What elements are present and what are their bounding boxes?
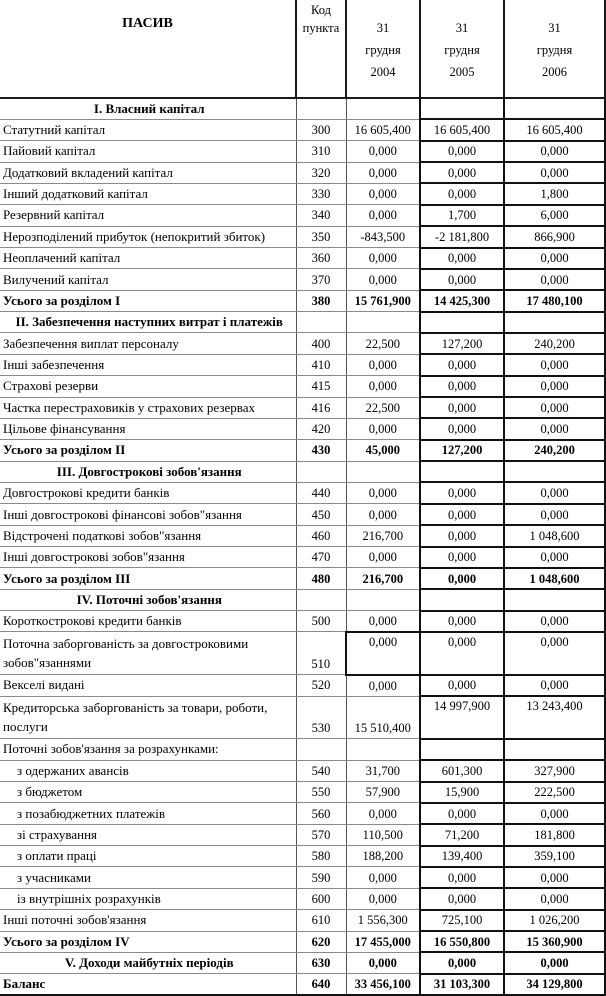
row-code [296, 739, 346, 760]
value-2005: 0,000 [420, 183, 504, 204]
row-label: з одержаних авансів [0, 760, 296, 781]
row-code: 330 [296, 183, 346, 204]
row-code: 340 [296, 205, 346, 226]
value-2006: 0,000 [504, 141, 605, 162]
code-header-line: пункта [302, 21, 340, 35]
table-row [0, 888, 605, 909]
row-code: 410 [296, 354, 346, 375]
section-header-row [0, 589, 605, 610]
value-2006: 6,000 [504, 205, 605, 226]
row-label: Цільове фінансування [0, 418, 296, 439]
value-2005: 0,000 [420, 952, 504, 973]
row-code: 350 [296, 226, 346, 247]
value-2005: 0,000 [420, 418, 504, 439]
value-2005: 0,000 [420, 248, 504, 269]
value-2005: 0,000 [420, 397, 504, 418]
row-code: 415 [296, 376, 346, 397]
row-code: 570 [296, 824, 346, 845]
row-code: 610 [296, 910, 346, 931]
value-2004: 0,000 [346, 952, 420, 973]
value-2006: 15 360,900 [504, 931, 605, 952]
value-2004 [346, 739, 420, 760]
value-2005: 1,700 [420, 205, 504, 226]
value-2006: 0,000 [504, 248, 605, 269]
value-2006: 0,000 [504, 867, 605, 888]
value-2005: 725,100 [420, 910, 504, 931]
period-day: 31 [548, 21, 561, 35]
value-2005: 0,000 [420, 867, 504, 888]
row-label: Баланс [0, 974, 296, 995]
value-2004 [346, 589, 420, 610]
value-2005: 127,200 [420, 440, 504, 461]
row-label: Відстрочені податкові зобов"язання [0, 525, 296, 546]
table-row [0, 760, 605, 781]
table-row [0, 547, 605, 568]
table-row [0, 504, 605, 525]
value-2006: 0,000 [504, 504, 605, 525]
row-code: 540 [296, 760, 346, 781]
column-header-2004 [346, 0, 420, 98]
row-label [0, 696, 296, 739]
value-2005: 0,000 [420, 568, 504, 589]
value-2006: 16 605,400 [504, 119, 605, 140]
row-code: 460 [296, 525, 346, 546]
value-2004: 0,000 [346, 269, 420, 290]
code-header-line: Код [311, 3, 331, 17]
section-total-row [0, 931, 605, 952]
period-month: грудня [365, 43, 401, 57]
row-label: Статутний капітал [0, 119, 296, 140]
value-2006: 1 026,200 [504, 910, 605, 931]
row-label: з позабюджетних платежів [0, 803, 296, 824]
table-row [0, 910, 605, 931]
value-2005: 0,000 [420, 547, 504, 568]
row-label: Інший додатковий капітал [0, 183, 296, 204]
value-2004: 0,000 [346, 376, 420, 397]
value-2004: 0,000 [346, 482, 420, 503]
section-header-row [0, 461, 605, 482]
row-label: Векселі видані [0, 675, 296, 696]
value-2004: 31,700 [346, 760, 420, 781]
value-2004: 57,900 [346, 782, 420, 803]
row-label: із внутрішніх розрахунків [0, 888, 296, 909]
value-2006: 0,000 [504, 803, 605, 824]
value-2006: 0,000 [504, 162, 605, 183]
value-2004: 0,000 [346, 888, 420, 909]
row-code: 400 [296, 333, 346, 354]
value-2005 [420, 461, 504, 482]
row-label: Страхові резерви [0, 376, 296, 397]
value-2006: 0,000 [504, 675, 605, 696]
value-2006: 34 129,800 [504, 974, 605, 995]
period-year: 2006 [542, 65, 567, 79]
table-row [0, 119, 605, 140]
table-header-row [0, 0, 605, 98]
row-code: 310 [296, 141, 346, 162]
row-label: Інші довгострокові фінансові зобов"язання [0, 504, 296, 525]
period-year: 2004 [370, 65, 396, 79]
row-code: 500 [296, 611, 346, 632]
value-2004: 0,000 [346, 611, 420, 632]
value-2004: 216,700 [346, 525, 420, 546]
value-2006: 0,000 [504, 269, 605, 290]
table-row [0, 397, 605, 418]
row-label: Неоплачений капітал [0, 248, 296, 269]
row-label: Пайовий капітал [0, 141, 296, 162]
value-2006 [504, 739, 605, 760]
value-2006: 0,000 [504, 376, 605, 397]
row-code [296, 461, 346, 482]
row-code: 380 [296, 290, 346, 311]
row-label: Усього за розділом II [0, 440, 296, 461]
table-row [0, 205, 605, 226]
table-row [0, 418, 605, 439]
period-month: грудня [536, 43, 573, 57]
row-label: Резервний капітал [0, 205, 296, 226]
row-code: 416 [296, 397, 346, 418]
value-2006: 0,000 [504, 482, 605, 503]
row-label: Короткострокові кредити банків [0, 611, 296, 632]
section-total-row [0, 290, 605, 311]
row-label: Інші забезпечення [0, 354, 296, 375]
value-2005: 16 605,400 [420, 119, 504, 140]
section-header-row [0, 952, 605, 973]
period-month: грудня [444, 43, 480, 57]
value-2006 [504, 98, 605, 119]
section-title: I. Власний капітал [0, 98, 296, 119]
value-2004: 188,200 [346, 846, 420, 867]
value-2004: 0,000 [346, 547, 420, 568]
row-label: Інші поточні зобов'язання [0, 910, 296, 931]
row-code: 470 [296, 547, 346, 568]
table-row [0, 269, 605, 290]
table-row [0, 824, 605, 845]
row-label: Поточні зобов'язання за розрахунками: [0, 739, 296, 760]
value-2006: 222,500 [504, 782, 605, 803]
table-row [0, 782, 605, 803]
row-label: з учасниками [0, 867, 296, 888]
subsection-label-row [0, 739, 605, 760]
value-2006 [504, 589, 605, 610]
period-day: 31 [376, 21, 390, 35]
row-label: з бюджетом [0, 782, 296, 803]
row-code: 360 [296, 248, 346, 269]
value-2005: 0,000 [420, 675, 504, 696]
value-2005: 0,000 [420, 162, 504, 183]
row-label: Усього за розділом III [0, 568, 296, 589]
value-2004: -843,500 [346, 226, 420, 247]
column-header-code [296, 0, 346, 98]
table-row [0, 846, 605, 867]
row-code: 480 [296, 568, 346, 589]
column-header-liabilities: ПАСИВ [0, 0, 296, 98]
value-2005: 14 425,300 [420, 290, 504, 311]
row-code: 620 [296, 931, 346, 952]
value-2005 [420, 98, 504, 119]
value-2005: 31 103,300 [420, 974, 504, 995]
table-row [0, 525, 605, 546]
value-2006: 1 048,600 [504, 568, 605, 589]
value-2006: 0,000 [504, 547, 605, 568]
value-2004 [346, 98, 420, 119]
column-header-2006 [504, 0, 605, 98]
value-2004: 16 605,400 [346, 119, 420, 140]
value-2005: 0,000 [420, 482, 504, 503]
value-2006: 13 243,400 [504, 696, 605, 739]
section-total-row [0, 440, 605, 461]
table-row [0, 162, 605, 183]
value-2005: 0,000 [420, 632, 504, 675]
row-code: 510 [296, 632, 346, 675]
table-row [0, 803, 605, 824]
table-row [0, 183, 605, 204]
section-header-row [0, 98, 605, 119]
section-total-row [0, 568, 605, 589]
value-2005: 0,000 [420, 354, 504, 375]
row-label: Усього за розділом I [0, 290, 296, 311]
value-2004: 0,000 [346, 354, 420, 375]
row-code: 420 [296, 418, 346, 439]
value-2005 [420, 312, 504, 333]
value-2005: 0,000 [420, 888, 504, 909]
period-year: 2005 [449, 65, 475, 79]
value-2005: 14 997,900 [420, 696, 504, 739]
value-2006: 359,100 [504, 846, 605, 867]
value-2004: 0,000 [346, 141, 420, 162]
row-code: 320 [296, 162, 346, 183]
value-2005: 127,200 [420, 333, 504, 354]
value-2005: 139,400 [420, 846, 504, 867]
value-2005: 0,000 [420, 504, 504, 525]
row-code [296, 98, 346, 119]
value-2005: 0,000 [420, 525, 504, 546]
row-label: Усього за розділом IV [0, 931, 296, 952]
table-row [0, 611, 605, 632]
value-2004: 22,500 [346, 333, 420, 354]
value-2006: 0,000 [504, 354, 605, 375]
table-row [0, 354, 605, 375]
row-code: 590 [296, 867, 346, 888]
section-title: V. Доходи майбутніх періодів [0, 952, 296, 973]
row-label: Довгострокові кредити банків [0, 482, 296, 503]
row-code: 600 [296, 888, 346, 909]
table-row [0, 632, 605, 675]
value-2005: 601,300 [420, 760, 504, 781]
row-label: Частка перестраховиків у страхових резервах [0, 397, 296, 418]
section-title: III. Довгострокові зобов'язання [0, 461, 296, 482]
table-row [0, 226, 605, 247]
row-code: 300 [296, 119, 346, 140]
value-2006: 0,000 [504, 397, 605, 418]
table-row [0, 696, 605, 739]
row-label: з оплати праці [0, 846, 296, 867]
table-row [0, 482, 605, 503]
value-2006: 866,900 [504, 226, 605, 247]
value-2004: 0,000 [346, 504, 420, 525]
table-row [0, 333, 605, 354]
value-2006: 240,200 [504, 333, 605, 354]
value-2005: 0,000 [420, 611, 504, 632]
value-2006: 240,200 [504, 440, 605, 461]
value-2004: 33 456,100 [346, 974, 420, 995]
row-label: Забезпечення виплат персоналу [0, 333, 296, 354]
value-2004: 0,000 [346, 632, 420, 675]
row-code: 440 [296, 482, 346, 503]
value-2005: 0,000 [420, 376, 504, 397]
row-code: 430 [296, 440, 346, 461]
table-row [0, 248, 605, 269]
value-2006: 327,900 [504, 760, 605, 781]
row-label-line: зобов"язаннями [3, 655, 92, 671]
row-code [296, 589, 346, 610]
value-2006: 17 480,100 [504, 290, 605, 311]
row-code: 560 [296, 803, 346, 824]
value-2005 [420, 589, 504, 610]
row-code: 580 [296, 846, 346, 867]
table-row [0, 376, 605, 397]
value-2004: 0,000 [346, 248, 420, 269]
section-title: II. Забезпечення наступних витрат і платежів [0, 312, 296, 333]
row-label-line: Поточна заборгованість за довгостроковими [3, 635, 249, 651]
value-2004: 17 455,000 [346, 931, 420, 952]
value-2004 [346, 312, 420, 333]
row-code: 450 [296, 504, 346, 525]
value-2006: 181,800 [504, 824, 605, 845]
value-2006 [504, 312, 605, 333]
value-2004: 0,000 [346, 418, 420, 439]
value-2006: 0,000 [504, 632, 605, 675]
period-day: 31 [455, 21, 469, 35]
row-code: 550 [296, 782, 346, 803]
value-2004: 0,000 [346, 803, 420, 824]
row-label: зі страхування [0, 824, 296, 845]
value-2004: 0,000 [346, 675, 420, 696]
row-label: Інші довгострокові зобов"язання [0, 547, 296, 568]
value-2006: 1,800 [504, 183, 605, 204]
value-2005: 15,900 [420, 782, 504, 803]
value-2006: 0,000 [504, 611, 605, 632]
value-2005: 16 550,800 [420, 931, 504, 952]
row-code [296, 312, 346, 333]
column-header-2005 [420, 0, 504, 98]
value-2006: 0,000 [504, 888, 605, 909]
value-2004: 1 556,300 [346, 910, 420, 931]
row-label-line: Кредиторська заборгованість за товари, роботи, [3, 700, 268, 716]
value-2004: 15 510,400 [346, 696, 420, 739]
row-label: Додатковий вкладений капітал [0, 162, 296, 183]
row-code: 370 [296, 269, 346, 290]
value-2005: 0,000 [420, 269, 504, 290]
value-2005: 71,200 [420, 824, 504, 845]
table-row [0, 867, 605, 888]
value-2006: 1 048,600 [504, 525, 605, 546]
value-2004 [346, 461, 420, 482]
value-2005: 0,000 [420, 803, 504, 824]
row-code: 520 [296, 675, 346, 696]
value-2005: -2 181,800 [420, 226, 504, 247]
row-label-line: послуги [3, 719, 48, 735]
value-2004: 0,000 [346, 205, 420, 226]
balance-total-row [0, 974, 605, 995]
value-2004: 216,700 [346, 568, 420, 589]
row-label [0, 632, 296, 675]
section-title: IV. Поточні зобов'язання [0, 589, 296, 610]
value-2006: 0,000 [504, 952, 605, 973]
value-2005: 0,000 [420, 141, 504, 162]
value-2006 [504, 461, 605, 482]
value-2006: 0,000 [504, 418, 605, 439]
value-2004: 22,500 [346, 397, 420, 418]
table-row [0, 141, 605, 162]
value-2004: 0,000 [346, 183, 420, 204]
row-code: 530 [296, 696, 346, 739]
value-2005 [420, 739, 504, 760]
value-2004: 15 761,900 [346, 290, 420, 311]
row-code: 630 [296, 952, 346, 973]
value-2004: 45,000 [346, 440, 420, 461]
section-header-row [0, 312, 605, 333]
table-row [0, 675, 605, 696]
row-label: Нерозподілений прибуток (непокритий збиток) [0, 226, 296, 247]
value-2004: 0,000 [346, 867, 420, 888]
value-2004: 110,500 [346, 824, 420, 845]
row-code: 640 [296, 974, 346, 995]
value-2004: 0,000 [346, 162, 420, 183]
row-label: Вилучений капітал [0, 269, 296, 290]
